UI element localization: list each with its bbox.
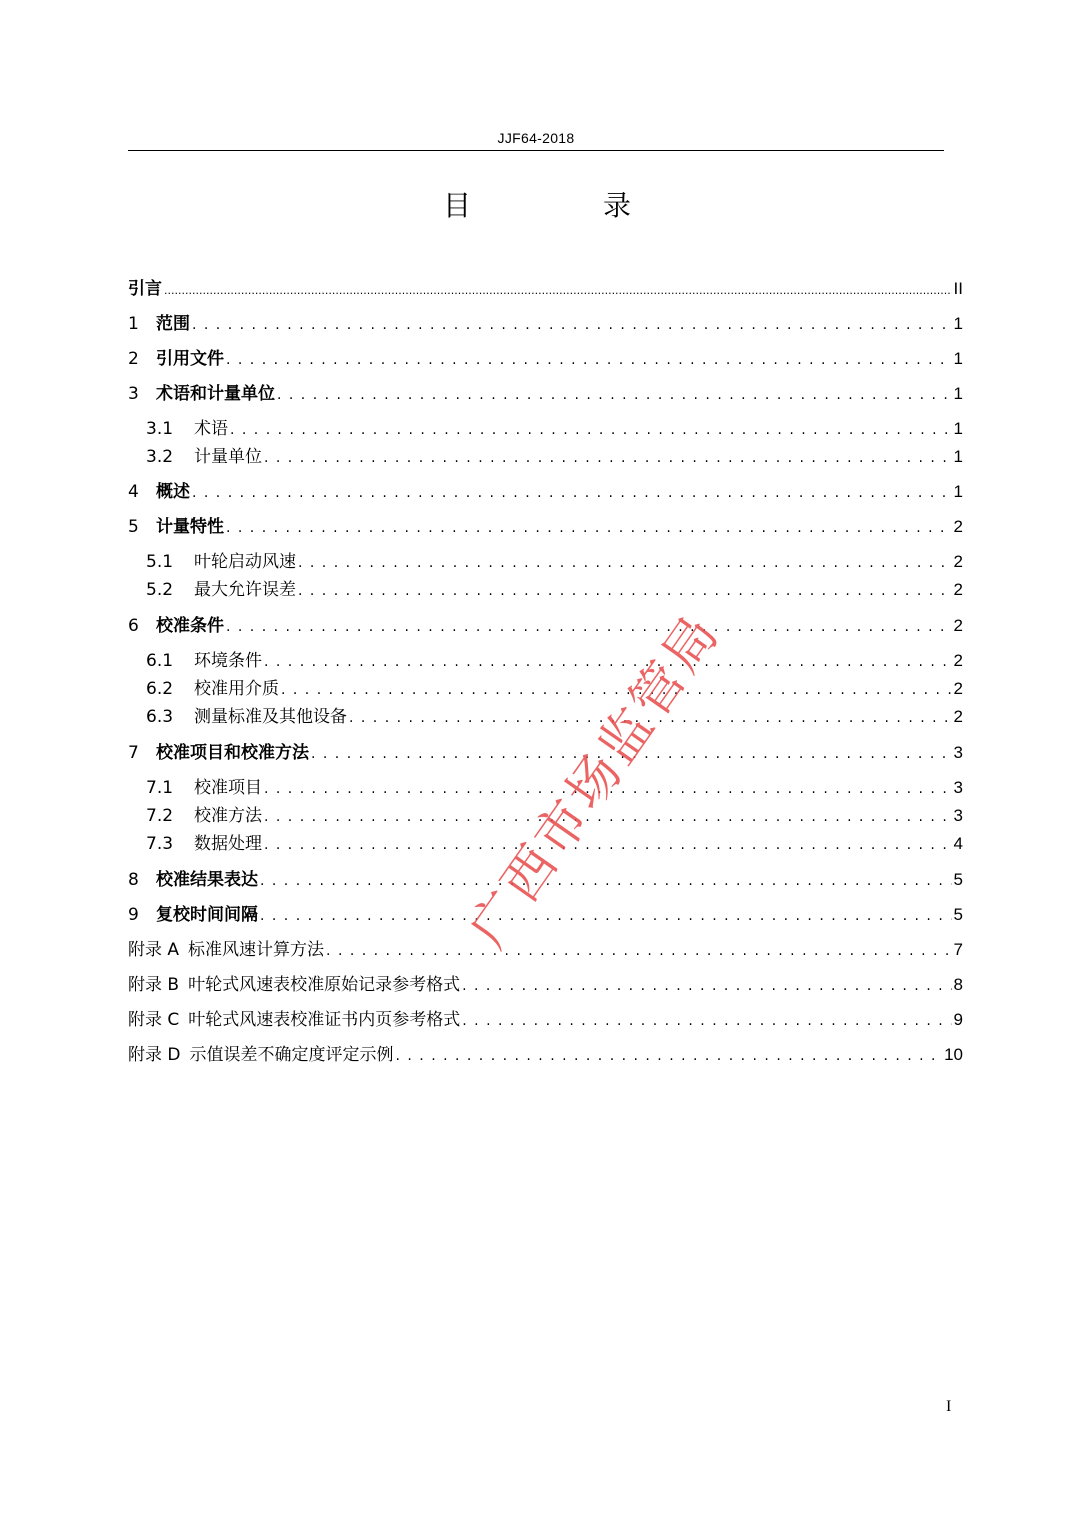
toc-leader [462, 1010, 951, 1030]
toc-page: 2 [953, 707, 963, 726]
toc-label: 叶轮启动风速 [194, 552, 296, 572]
toc-label: 示值误差不确定度评定示例 [189, 1045, 394, 1065]
toc-number: 5.2 [146, 580, 174, 600]
toc-label: 校准条件 [156, 616, 224, 636]
toc-number: 7.3 [146, 834, 174, 854]
toc-entry-3-1[interactable] [146, 414, 963, 438]
toc-leader [260, 905, 952, 925]
toc-label: 引用文件 [156, 349, 224, 369]
toc-label: 校准方法 [194, 806, 262, 826]
toc-page: 2 [953, 616, 963, 635]
toc-entry-7[interactable] [128, 738, 963, 762]
toc-number: 附录 C [128, 1010, 180, 1030]
toc-number: 9 [128, 905, 139, 925]
toc-page: 3 [953, 778, 963, 797]
toc-number: 6 [128, 616, 139, 636]
toc-number: 7.1 [146, 778, 174, 798]
toc-page: 1 [953, 349, 963, 368]
toc-number: 6.3 [146, 707, 174, 727]
toc-label: 引言 [128, 279, 162, 299]
toc-leader [230, 419, 952, 439]
toc-entry-appendix-a[interactable] [128, 935, 963, 959]
toc-number: 6.2 [146, 679, 174, 699]
toc-leader [264, 447, 952, 467]
toc-entry-6-2[interactable] [146, 674, 963, 698]
toc-number: 3.2 [146, 447, 174, 467]
toc-label: 校准结果表达 [156, 870, 258, 890]
toc-leader [264, 834, 952, 854]
toc-page: 1 [953, 482, 963, 501]
toc-number: 附录 B [128, 975, 180, 995]
watermark: 广西市场监管局 [458, 602, 733, 959]
toc-leader [298, 580, 952, 600]
toc-number: 附录 A [128, 940, 180, 960]
toc-page: 9 [953, 1010, 963, 1029]
toc-leader [226, 349, 952, 369]
toc-leader [226, 616, 952, 636]
toc-label: 校准项目和校准方法 [156, 743, 309, 763]
toc-label: 叶轮式风速表校准原始记录参考格式 [188, 975, 461, 995]
toc-number: 5 [128, 517, 139, 537]
toc-page: 1 [953, 419, 963, 438]
toc-entry-6-1[interactable] [146, 646, 963, 670]
toc-leader [298, 552, 952, 572]
toc-number: 7.2 [146, 806, 174, 826]
toc-number: 6.1 [146, 651, 174, 671]
toc-entry-intro[interactable] [128, 274, 963, 298]
toc-number: 附录 D [128, 1045, 181, 1065]
toc-entry-6-3[interactable] [146, 702, 963, 726]
toc-label: 标准风速计算方法 [188, 940, 325, 960]
toc-number: 8 [128, 870, 139, 890]
toc-label: 概述 [156, 482, 190, 502]
toc-label: 最大允许误差 [194, 580, 296, 600]
toc-page: 2 [953, 580, 963, 599]
toc-label: 复校时间间隔 [156, 905, 258, 925]
toc-page: 1 [953, 447, 963, 466]
toc-page: 7 [953, 940, 963, 959]
toc-leader [260, 870, 952, 890]
toc-number: 3 [128, 384, 139, 404]
toc-label: 计量单位 [194, 447, 262, 467]
toc-label: 计量特性 [156, 517, 224, 537]
toc-page: 2 [953, 651, 963, 670]
toc-label: 数据处理 [194, 834, 262, 854]
toc-label: 范围 [156, 314, 190, 334]
toc-label: 术语和计量单位 [156, 384, 275, 404]
toc-leader [396, 1045, 943, 1065]
toc-entry-1[interactable] [128, 309, 963, 333]
toc-entry-appendix-b[interactable] [128, 970, 963, 994]
toc-label: 校准用介质 [194, 679, 279, 699]
toc-label: 叶轮式风速表校准证书内页参考格式 [188, 1010, 461, 1030]
toc-entry-6[interactable] [128, 611, 963, 635]
toc-leader [192, 314, 952, 334]
toc-number: 7 [128, 743, 139, 763]
toc-leader [277, 384, 952, 404]
toc-number: 5.1 [146, 552, 174, 572]
toc-page: 4 [953, 834, 963, 853]
header-rule [128, 150, 944, 151]
toc-entry-5[interactable] [128, 512, 963, 536]
toc-entry-4[interactable] [128, 477, 963, 501]
toc-leader [226, 517, 952, 537]
toc-entry-2[interactable] [128, 344, 963, 368]
toc-number: 3.1 [146, 419, 174, 439]
toc-entry-3[interactable] [128, 379, 963, 403]
toc-entry-3-2[interactable] [146, 442, 963, 466]
toc-label: 测量标准及其他设备 [194, 707, 347, 727]
page-number: I [946, 1398, 952, 1415]
toc-entry-5-2[interactable] [146, 575, 963, 599]
toc-label: 校准项目 [194, 778, 262, 798]
toc-label: 环境条件 [194, 651, 262, 671]
toc-page: 2 [953, 517, 963, 536]
toc-number: 1 [128, 314, 139, 334]
toc-entry-5-1[interactable] [146, 547, 963, 571]
toc-page: 5 [953, 870, 963, 889]
running-header: JJF64-2018 [497, 130, 575, 146]
toc-leader [164, 279, 952, 299]
toc-page: 8 [953, 975, 963, 994]
toc-page: 1 [953, 314, 963, 333]
toc-leader [192, 482, 952, 502]
toc-page: 5 [953, 905, 963, 924]
toc-leader [462, 975, 951, 995]
toc-page: 10 [944, 1045, 963, 1064]
toc-title: 目 录 [442, 189, 683, 222]
toc-page: 2 [953, 552, 963, 571]
toc-leader [326, 940, 951, 960]
toc-number: 4 [128, 482, 139, 502]
toc-page: 3 [953, 743, 963, 762]
toc-entry-appendix-c[interactable] [128, 1005, 963, 1029]
toc-page: 2 [953, 679, 963, 698]
toc-page: 1 [953, 384, 963, 403]
toc-number: 2 [128, 349, 139, 369]
toc-label: 术语 [194, 419, 228, 439]
toc-leader [264, 651, 952, 671]
toc-page: 3 [953, 806, 963, 825]
toc-page: II [953, 279, 963, 298]
toc-entry-appendix-d[interactable] [128, 1040, 963, 1064]
